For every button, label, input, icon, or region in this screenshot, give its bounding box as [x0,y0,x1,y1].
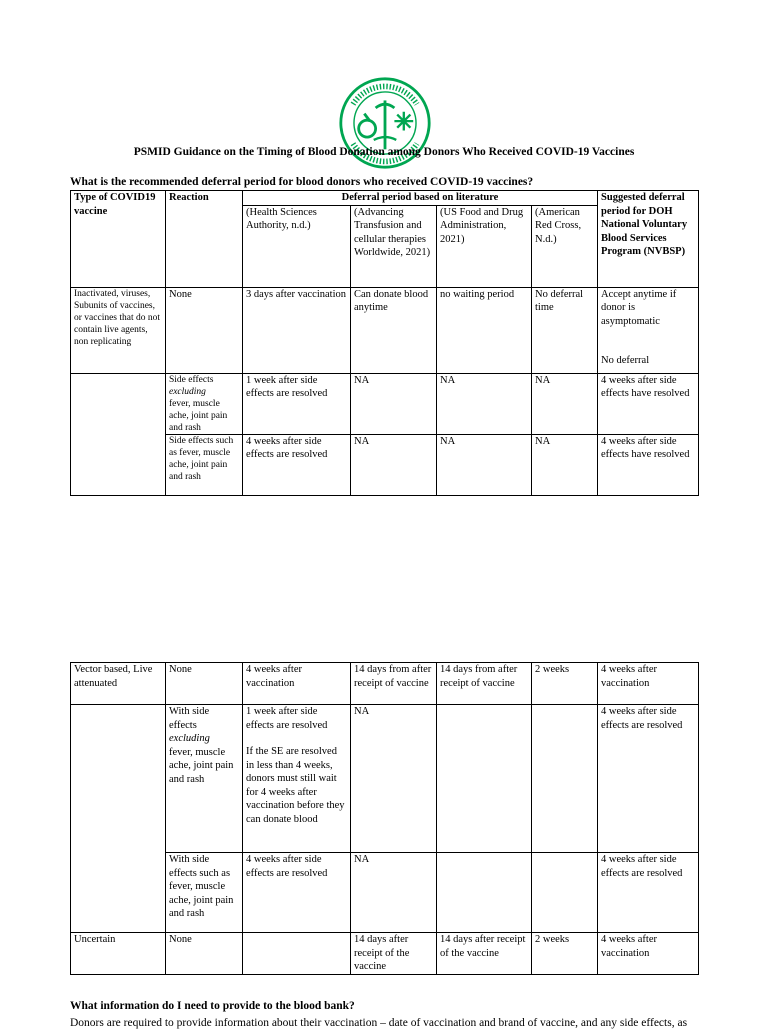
deferral-table-part1 [70,190,699,496]
arc-cell: NA [532,373,598,434]
fda-cell: NA [437,373,532,434]
reaction-cell [166,373,243,434]
aabb-cell: NA [351,853,437,933]
reaction-cell: None [166,933,243,975]
reaction-text: With side effects [169,706,210,731]
reaction-text: Side effects [169,374,214,385]
suggested-cell: 4 weeks after side effects have resolved [598,373,699,434]
table-row [71,373,699,434]
type-cell-empty [71,705,166,853]
arc-cell [532,853,598,933]
hsa-cell [243,933,351,975]
hsa-cell: 4 weeks after side effects are resolved [243,853,351,933]
type-cell-empty [71,434,166,495]
header-hsa: (Health Sciences Authority, n.d.) [243,205,351,287]
header-deferral: Deferral period based on literature [243,191,598,206]
suggested-cell: 4 weeks after side effects are resolved [598,853,699,933]
suggested-cell: 4 weeks after vaccination [598,933,699,975]
reaction-cell: None [166,663,243,705]
aabb-cell: NA [351,373,437,434]
reaction-emphasis: excluding [169,733,210,744]
arc-cell: NA [532,434,598,495]
suggested-text: Accept anytime if donor is asymptomatic [601,288,677,327]
type-cell: Uncertain [71,933,166,975]
hsa-text-2: If the SE are resolved in less than 4 weeks, donors must still wait for 4 weeks after vaccination before they can donate blood [246,746,345,825]
table-row [71,853,699,933]
aabb-cell: 14 days after receipt of the vaccine [351,933,437,975]
document-title: PSMID Guidance on the Timing of Blood Donation among Donors Who Received COVID-19 Vaccines [133,146,635,158]
table-row [71,933,699,975]
header-fda: (US Food and Drug Administration, 2021) [437,205,532,287]
type-cell: Inactivated, viruses, Subunits of vaccines, or vaccines that do not contain live agents, non replicating [71,287,166,373]
header-type: Type of COVID19 vaccine [71,191,166,288]
table-row [71,705,699,853]
reaction-emphasis: excluding [169,386,206,397]
arc-cell [532,705,598,853]
aabb-cell: 14 days from after receipt of vaccine [351,663,437,705]
hsa-cell: 1 week after side effects are resolved [243,373,351,434]
fda-cell: NA [437,434,532,495]
type-cell-empty [71,373,166,434]
question-information: What information do I need to provide to the blood bank? [70,1000,355,1012]
hsa-text: 1 week after side effects are resolved [246,706,328,731]
arc-cell: 2 weeks [532,663,598,705]
suggested-cell: 4 weeks after side effects have resolved [598,434,699,495]
fda-cell: no waiting period [437,287,532,373]
arc-cell: No deferral time [532,287,598,373]
question-deferral-period: What is the recommended deferral period for blood donors who received COVID-19 vaccines? [70,176,534,188]
reaction-cell: None [166,287,243,373]
reaction-text-2: fever, muscle ache, joint pain and rash [169,398,228,433]
aabb-cell: NA [351,434,437,495]
fda-cell: 14 days from after receipt of vaccine [437,663,532,705]
suggested-cell: 4 weeks after vaccination [598,663,699,705]
hsa-cell [243,705,351,853]
table-row [71,287,699,373]
header-arc: (American Red Cross, N.d.) [532,205,598,287]
header-aabb: (Advancing Transfusion and cellular therapies Worldwide, 2021) [351,205,437,287]
reaction-cell [166,705,243,853]
hsa-cell: 3 days after vaccination [243,287,351,373]
header-suggested: Suggested deferral period for DOH National Voluntary Blood Services Program (NVBSP) [598,191,699,288]
information-paragraph: Donors are required to provide information about their vaccination – date of vaccination and brand of vaccine, and any side effects, as [70,1017,688,1029]
deferral-table-part2 [70,662,699,975]
hsa-cell: 4 weeks after side effects are resolved [243,434,351,495]
reaction-cell: Side effects such as fever, muscle ache, joint pain and rash [166,434,243,495]
suggested-text-2: No deferral [601,355,650,366]
fda-cell: 14 days after receipt of the vaccine [437,933,532,975]
reaction-text-2: fever, muscle ache, joint pain and rash [169,746,234,785]
fda-cell [437,853,532,933]
aabb-cell: NA [351,705,437,853]
suggested-cell: 4 weeks after side effects are resolved [598,705,699,853]
table-row [71,663,699,705]
suggested-cell [598,287,699,373]
header-reaction: Reaction [166,191,243,288]
type-cell: Vector based, Live attenuated [71,663,166,705]
hsa-cell: 4 weeks after vaccination [243,663,351,705]
aabb-cell: Can donate blood anytime [351,287,437,373]
fda-cell [437,705,532,853]
table-row [71,434,699,495]
type-cell-empty [71,853,166,933]
arc-cell: 2 weeks [532,933,598,975]
reaction-cell: With side effects such as fever, muscle ache, joint pain and rash [166,853,243,933]
